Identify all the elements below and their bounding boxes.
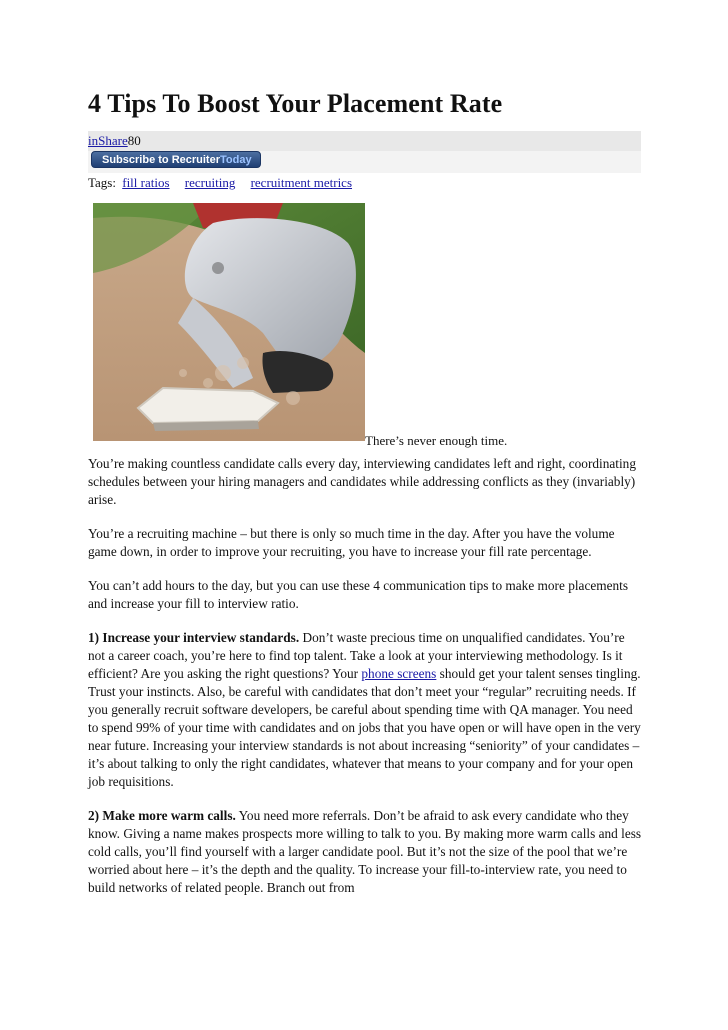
paragraph-tip-1 <box>88 629 644 791</box>
brand-logo-today: Today <box>219 154 252 166</box>
tags-label: Tags: <box>88 175 116 190</box>
photo-caption: There’s never enough time. <box>365 433 508 448</box>
tip-2-text: You need more referrals. Don’t be afraid to ask every candidate who they know. Giving a name makes prospects more willing to talk to you. By making more warm calls and less cold calls, you’ll find yourself with a larger candidate pool. But it’s not the size of the pool that we’re worried about here – it’s the depth and the quality. To increase your fill-to-interview rate, you need to build networks of related people. Branch out from <box>88 808 642 895</box>
tags-row <box>88 174 644 192</box>
tip-1-text-a: Don’t waste precious time on unqualified candidates. You’re not a career coach, you’re here to find top talent. Take a look at your interviewing methodology. Is it efficient? Are you asking the right questions? Your <box>88 630 625 681</box>
inshare-link[interactable]: inShare <box>88 133 128 148</box>
share-count: 80 <box>127 133 141 148</box>
paragraph-tip-2 <box>88 807 644 897</box>
subscribe-button[interactable] <box>91 151 261 168</box>
tip-2-heading: 2) Make more warm calls. <box>88 808 236 823</box>
page-title: 4 Tips To Boost Your Placement Rate <box>88 89 503 118</box>
article <box>88 88 644 913</box>
tip-1-heading: 1) Increase your interview standards. <box>88 630 300 645</box>
figure <box>88 203 644 455</box>
share-bar <box>88 131 641 151</box>
paragraph-3: You can’t add hours to the day, but you can use these 4 communication tips to make more placements and increase your fill to interview ratio. <box>88 578 629 611</box>
phone-screens-link[interactable]: phone screens <box>361 666 437 681</box>
paragraph-1: You’re making countless candidate calls every day, interviewing candidates left and right, coordinating schedules between your hiring managers and candidates while addressing conflicts as they (invariably) arise. <box>88 456 636 507</box>
brand-logo-recruiter: Recruiter <box>171 154 220 166</box>
subscribe-row <box>88 151 641 173</box>
tip-1-text-b: should get your talent senses tingling. Trust your instincts. Also, be careful with candidates that don’t meet your “regular” recruiting needs. If you generally recruit software developers, be careful about spending time with QA manager. You need to spend 99% of your time with candidates and on jobs that you have open or will have open in the very near future. Increasing your interview standards is not about increasing “seniority” of your candidates – it’s about talking to only the right candidates, whatever that means to your company and for your open job requisitions. <box>88 666 641 789</box>
tag-link-fill-ratios[interactable]: fill ratios <box>122 175 170 190</box>
baseball-slide-photo <box>93 203 365 441</box>
subscribe-label: Subscribe to <box>102 154 172 166</box>
paragraph-2: You’re a recruiting machine – but there is only so much time in the day. After you have the volume game down, in order to improve your recruiting, you have to increase your fill rate percentage. <box>88 526 615 559</box>
tag-link-recruitment-metrics[interactable]: recruitment metrics <box>250 175 353 190</box>
tag-link-recruiting[interactable]: recruiting <box>184 175 236 190</box>
